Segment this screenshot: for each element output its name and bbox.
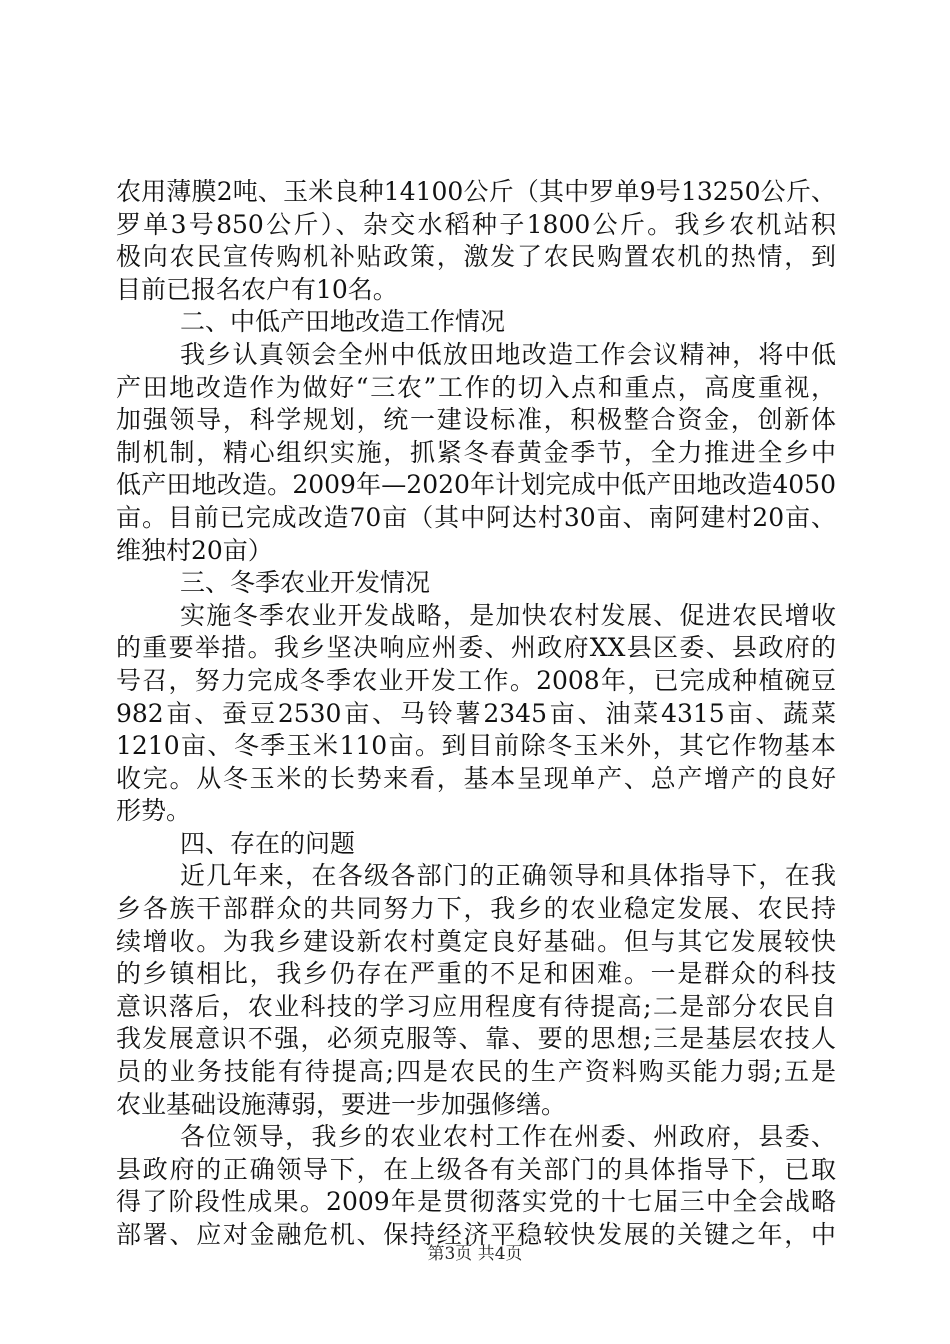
text-line: 加强领导，科学规划，统一建设标准，积极整合资金，创新体 <box>116 405 836 435</box>
text-line: 罗单3号850公斤）、杂交水稻种子1800公斤。我乡农机站积 <box>116 209 836 239</box>
text-line: 四、存在的问题 <box>180 828 356 858</box>
text-line: 三、冬季农业开发情况 <box>180 568 431 598</box>
text-line: 意识落后，农业科技的学习应用程度有待提高;二是部分农民自 <box>116 991 836 1021</box>
text-line: 目前已报名农户有10名。 <box>116 274 398 304</box>
text-line: 产田地改造作为做好“三农”工作的切入点和重点，高度重视， <box>116 372 836 402</box>
text-line: 各位领导，我乡的农业农村工作在州委、州政府，县委、 <box>180 1122 836 1152</box>
document-body <box>116 176 836 1252</box>
text-line: 乡各族干部群众的共同努力下，我乡的农业稳定发展、农民持 <box>116 894 836 924</box>
text-line: 维独村20亩） <box>116 535 273 565</box>
text-line: 二、中低产田地改造工作情况 <box>180 307 506 337</box>
text-line: 极向农民宣传购机补贴政策，激发了农民购置农机的热情，到 <box>116 242 836 272</box>
text-line: 982亩、蚕豆2530亩、马铃薯2345亩、油菜4315亩、蔬菜 <box>116 698 836 728</box>
text-line: 制机制，精心组织实施，抓紧冬春黄金季节，全力推进全乡中 <box>116 437 836 467</box>
text-line: 得了阶段性成果。2009年是贯彻落实党的十七届三中全会战略 <box>116 1187 836 1217</box>
text-line: 员的业务技能有待提高;四是农民的生产资料购买能力弱;五是 <box>116 1057 836 1087</box>
text-line: 低产田地改造。2009年—2020年计划完成中低产田地改造4050 <box>116 470 836 500</box>
text-line: 近几年来，在各级各部门的正确领导和具体指导下，在我 <box>180 861 836 891</box>
text-line: 的乡镇相比，我乡仍存在严重的不足和困难。一是群众的科技 <box>116 959 836 989</box>
text-line: 号召，努力完成冬季农业开发工作。2008年，已完成种植碗豆 <box>116 665 836 695</box>
text-line: 收完。从冬玉米的长势来看，基本呈现单产、总产增产的良好 <box>116 763 836 793</box>
text-line: 我乡认真领会全州中低放田地改造工作会议精神，将中低 <box>180 339 836 369</box>
text-line: 部署、应对金融危机、保持经济平稳较快发展的关键之年，中 <box>116 1220 836 1249</box>
text-line: 农用薄膜2吨、玉米良种14100公斤（其中罗单9号13250公斤、 <box>116 177 836 206</box>
page-footer: 第3页 共4页 <box>427 1244 523 1264</box>
text-line: 我发展意识不强，必须克服等、靠、要的思想;三是基层农技人 <box>116 1024 836 1054</box>
text-line: 形势。 <box>116 796 192 826</box>
text-line: 实施冬季农业开发战略，是加快农村发展、促进农民增收 <box>180 600 836 630</box>
text-line: 农业基础设施薄弱，要进一步加强修缮。 <box>116 1089 567 1119</box>
text-line: 1210亩、冬季玉米110亩。到目前除冬玉米外，其它作物基本 <box>116 731 836 761</box>
text-line: 县政府的正确领导下，在上级各有关部门的具体指导下，已取 <box>116 1154 836 1184</box>
text-line: 的重要举措。我乡坚决响应州委、州政府XX县区委、县政府的 <box>116 633 836 663</box>
text-line: 亩。目前已完成改造70亩（其中阿达村30亩、南阿建村20亩、 <box>116 502 836 532</box>
text-line: 续增收。为我乡建设新农村奠定良好基础。但与其它发展较快 <box>116 926 836 956</box>
